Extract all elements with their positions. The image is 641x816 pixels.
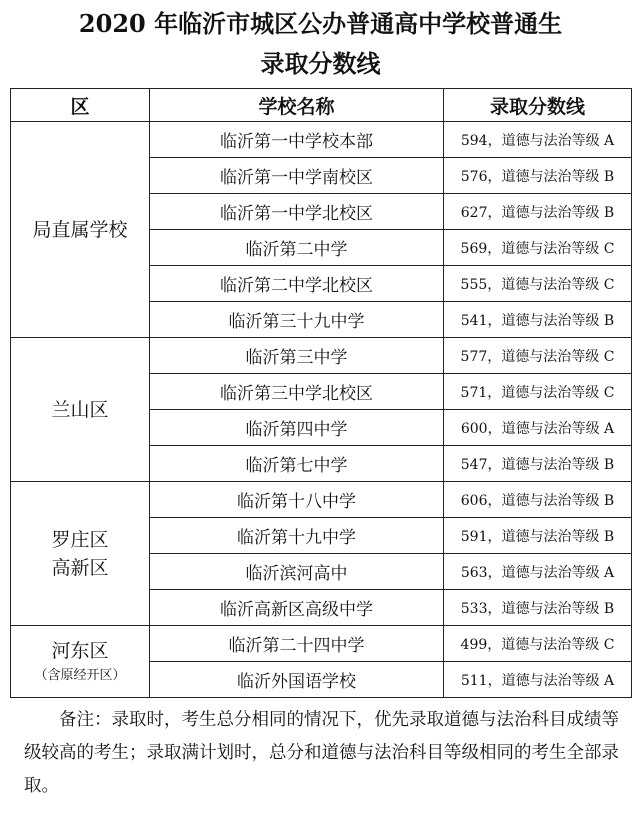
score-value: 594，道德与法治等级 A	[444, 122, 632, 158]
score-value: 533，道德与法治等级 B	[444, 590, 632, 626]
document-title	[0, 4, 641, 84]
score-value: 600，道德与法治等级 A	[444, 410, 632, 446]
school-name: 临沂第四中学	[150, 410, 444, 446]
table-body	[11, 122, 632, 698]
header-admission-score: 录取分数线	[444, 89, 632, 122]
score-value: 576，道德与法治等级 B	[444, 158, 632, 194]
score-value: 571，道德与法治等级 C	[444, 374, 632, 410]
school-name: 临沂滨河高中	[150, 554, 444, 590]
district-subtitle: （含原经开区）	[34, 667, 126, 683]
admission-score-table	[10, 88, 632, 698]
score-value: 591，道德与法治等级 B	[444, 518, 632, 554]
school-name: 临沂第十九中学	[150, 518, 444, 554]
score-value: 563，道德与法治等级 A	[444, 554, 632, 590]
school-name: 临沂第七中学	[150, 446, 444, 482]
score-value: 511，道德与法治等级 A	[444, 662, 632, 698]
school-name: 临沂第二十四中学	[150, 626, 444, 662]
score-value: 577，道德与法治等级 C	[444, 338, 632, 374]
score-value: 499，道德与法治等级 C	[444, 626, 632, 662]
score-value: 606，道德与法治等级 B	[444, 482, 632, 518]
district-name: 局直属学校	[32, 218, 128, 241]
table-row	[11, 338, 632, 374]
district-name: 河东区	[51, 639, 109, 662]
school-name: 临沂第二中学	[150, 230, 444, 266]
school-name: 临沂第十八中学	[150, 482, 444, 518]
school-name: 临沂第一中学校本部	[150, 122, 444, 158]
school-name: 临沂第二中学北校区	[150, 266, 444, 302]
district-cell	[11, 122, 150, 338]
district-name: 罗庄区	[51, 528, 109, 551]
table-row	[11, 122, 632, 158]
district-name: 高新区	[51, 556, 109, 579]
title-line-2: 录取分数线	[260, 49, 381, 78]
header-district: 区	[11, 89, 150, 122]
school-name: 临沂第一中学南校区	[150, 158, 444, 194]
school-name: 临沂第三十九中学	[150, 302, 444, 338]
district-name: 兰山区	[51, 398, 109, 421]
school-name: 临沂第三中学北校区	[150, 374, 444, 410]
score-value: 627，道德与法治等级 B	[444, 194, 632, 230]
table-row	[11, 626, 632, 662]
school-name: 临沂第一中学北校区	[150, 194, 444, 230]
title-line-1: 2020 年临沂市城区公办普通高中学校普通生	[78, 9, 563, 38]
table-header-row	[11, 89, 632, 122]
score-value: 547，道德与法治等级 B	[444, 446, 632, 482]
score-value: 541，道德与法治等级 B	[444, 302, 632, 338]
school-name: 临沂第三中学	[150, 338, 444, 374]
remarks-note: 备注：录取时，考生总分相同的情况下，优先录取道德与法治科目成绩等级较高的考生；录取满计划时，总分和道德与法治科目等级相同的考生全部录取。	[24, 710, 619, 796]
table-row	[11, 482, 632, 518]
score-value: 569，道德与法治等级 C	[444, 230, 632, 266]
district-cell	[11, 626, 150, 698]
score-value: 555，道德与法治等级 C	[444, 266, 632, 302]
district-cell	[11, 338, 150, 482]
district-cell	[11, 482, 150, 626]
school-name: 临沂外国语学校	[150, 662, 444, 698]
header-school-name: 学校名称	[150, 89, 444, 122]
school-name: 临沂高新区高级中学	[150, 590, 444, 626]
